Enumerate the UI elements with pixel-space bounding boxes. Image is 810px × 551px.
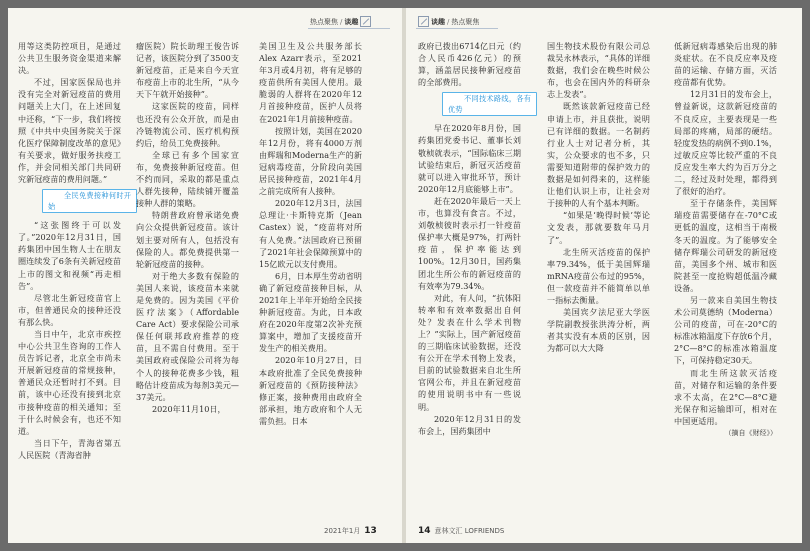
body-paragraph: 早在2020年8月份，国药集团党委书记、董事长刘敬桢就表示，“国际临床三期试验结束后，新冠灭活疫苗就可以进入审批环节，预计2020年12月底能够上市”。 <box>418 123 521 194</box>
right-footer <box>418 526 504 536</box>
body-paragraph: 2020年10月27日，日本政府批准了全民免费接种新冠疫苗的《预防接种法》修正案，接种费用由政府全部承担，地方政府和个人无需负担。日本 <box>259 355 362 426</box>
text-column-2 <box>136 40 239 528</box>
body-paragraph: 国生物技术股份有限公司总裁吴永林表示，“具体的详细数据，我们会在晚些时候公布，也会在国内外的科研杂志上发表”。 <box>547 41 650 100</box>
body-paragraph: 这家医院的疫苗，同样也还没有公众开放，而是由冷链物流公司、医疗机构预约后，给员工免费接种。 <box>136 101 239 148</box>
body-paragraph: 当日下午，青海省第五人民医院（青海省肿 <box>18 437 121 460</box>
header-rule <box>308 28 390 29</box>
body-paragraph: 另一款来自美国生物技术公司莫德纳（Moderna）公司的疫苗，可在-20°C的标准冰箱温度下存放6个月，2°C—8°C的标准冰箱温度下，可保持稳定30天。 <box>674 294 777 366</box>
body-paragraph: 而北生所这款灭活疫苗，对储存和运输的条件要求不太高，在2°C—8°C避光保存和运输即可，相对在中国更适用。 <box>674 367 777 426</box>
body-paragraph: 北生所灭活疫苗的保护率79.34%，低于美国辉瑞mRNA疫苗公布过的95%，但一款疫苗并不能简单以单一指标去衡量。 <box>547 246 650 305</box>
body-paragraph: 不过，国家医保局也并没有完全对新冠疫苗的费用问题关上大门，在上述回复中还称，“下一步，我们将按照《中共中央国务院关于深化医疗保障制度改革的意见》有关要求，做好服务扶疫工作，并会同相关部门共同研究新冠疫苗的费用问题。” <box>18 77 121 185</box>
left-page <box>8 8 402 543</box>
right-page <box>406 8 802 543</box>
source-byline: （摘自《财经》） <box>724 429 777 437</box>
page-number: 13 <box>364 526 377 536</box>
body-paragraph: “如果是‘晚得时候’等论文发表，那就要数年马月了”。 <box>547 210 650 245</box>
body-paragraph: 瘤医院）院长助理王俊告诉记者，该医院分到了3500支新冠疫苗，正是来自今天宣布疫苗上市的北生所，“从今天下午就开始接种”。 <box>136 41 239 100</box>
body-paragraph: 2020年12月3日，法国总理让·卡斯特克斯（Jean Castex）说，“疫苗将对所有人免费。”法国政府已预留了2021年社会保障预算中的15亿欧元以支付费用。 <box>259 198 362 269</box>
header-section: 热点聚焦 <box>310 17 338 26</box>
body-paragraph: 6月，日本厚生劳动省明确了新冠疫苗接种目标，从2021年上半年开始给全民接种新冠疫苗。为此，日本政府在2020年度第2次补充预算案中，增加了支援疫苗开发生产的相关费用。 <box>259 270 362 354</box>
body-paragraph: 按照计划，美国在2020年12月份，将有4000万剂由辉瑞和Moderna生产的新冠病毒疫苗，分阶段向美国居民接种疫苗，2021年4月之前完成所有人接种。 <box>259 125 362 197</box>
body-paragraph: 对此，有人问，“抗体阳转率和有效率数据出自何处？发表在什么学术刊物上？”实际上，国产新冠疫苗的三期临床试验数据，还没有公开在学术刊物上发表，目前的试验数据来自北生所官网公布，并且在新冠疫苗的使用说明书中有一些说明。 <box>418 292 521 412</box>
body-paragraph: 2020年11月10日， <box>152 403 226 414</box>
body-paragraph: 美国卫生及公共服务部长Alex Azarr表示，至2021年3月或4月初，将有足够的疫苗供所有美国人使用。最脆弱的人群将在2020年12月首接种疫苗，医护人员将在2021年1月前接种疫苗。 <box>259 41 362 124</box>
body-paragraph: 至于存储条件，美国辉瑞疫苗需要储存在-70°C或更低的温度，这相当于南极冬天的温度。为了能够安全储存辉瑞公司研发的新冠疫苗，美国多个州、城市和医院甚至一度抢购超低温冷藏设备。 <box>674 198 777 293</box>
text-column-2 <box>547 40 650 528</box>
body-paragraph: 低新冠病毒感染后出现的肺炎症状。在不良反应率及疫苗的运输、存储方面，灭活疫苗都有优势。 <box>674 41 777 88</box>
header-rule <box>416 28 498 29</box>
section-subhead: 不同技术路线，各有优势 <box>442 92 537 116</box>
text-column-1 <box>18 40 131 528</box>
body-paragraph: 美国宾夕法尼亚大学医学院副教授张洪涛分析，两者其实没有本质的区别，因为都可以大大降 <box>547 307 650 354</box>
header-column: 谈趣 <box>431 17 445 26</box>
body-paragraph: 当日中午，北京市疾控中心公共卫生咨询的工作人员告诉记者，北京全市尚未开展新冠疫苗的常规接种，普通民众还暂时打不到。目前，该中心还没有接到北京市接种疫苗的相关通知；至于什么时候会有，也还不知道。 <box>18 328 121 436</box>
header-section: 热点聚焦 <box>451 17 480 26</box>
body-paragraph: 政府已拨出6714亿日元（约合人民币426亿元）的预算，涵盖居民接种新冠疫苗的全部费用。 <box>418 41 521 88</box>
left-header: 热点聚焦 / 谈趣 <box>310 16 371 27</box>
body-paragraph: 特朗普政府曾承诺免费向公众提供新冠疫苗。该计划主要对所有人，包括没有保险的人。都免费提供第一轮新冠疫苗的接种。 <box>136 210 239 269</box>
page-number: 14 <box>418 526 431 536</box>
text-column-3 <box>259 40 362 528</box>
section-subhead: 全民免费接种何时开始 <box>42 189 137 213</box>
body-paragraph: 2020年12月31日的发布会上，国药集团中 <box>418 413 521 436</box>
pen-icon <box>360 16 371 27</box>
header-column: 谈趣 <box>344 17 359 26</box>
body-paragraph: 既然该款新冠疫苗已经申请上市，并且获批，说明已有详细的数据。一名制药行业人士对记者分析，其实，公众要求的也不多，只需要知道附带的保护效力的数据是如何得来的，这样能让他们认识上市，让社会对于接种的人有个基本判断。 <box>547 101 650 209</box>
body-paragraph: “这张图终于可以发了。”2020年12月31日，国药集团中国生物人士在朋友圈连续发了6条有关新冠疫苗上市的图文和视频“再走相告”。 <box>18 220 121 291</box>
magazine-name: 意林文汇 LOFRIENDS <box>434 527 505 535</box>
text-column-3 <box>674 40 777 528</box>
body-paragraph: 12月31日的发布会上，曾益新说，这款新冠疫苗的不良反应，主要表现是一些局部的疼痛，局部的硬结。轻度发热的病例不到0.1%，过敏反应等比较严重的不良反应发生率大约为百万分之二，经过及时处理，都得到了很好的治疗。 <box>674 89 777 197</box>
pen-icon <box>418 16 429 27</box>
subhead-paragraph <box>18 185 131 219</box>
text-column-1 <box>418 40 531 528</box>
body-paragraph: 用等这类防控项目，是通过公共卫生服务资金渠道来解决。 <box>18 41 121 76</box>
footer-date: 2021年1月 <box>324 527 361 535</box>
right-header: 谈趣 / 热点聚焦 <box>418 16 479 27</box>
body-paragraph: 赶在2020年最后一天上市，也算没有食言。不过，刘敬桢彼时表示打一针疫苗保护率大概是97%，打两针疫苗，保护率能达到100%。12月30日，国药集团北生所公布的新冠疫苗的有效率为79.34%。 <box>418 195 521 291</box>
body-paragraph: 尽管北生新冠疫苗官上市，但普通民众的接种还没有那么快。 <box>18 292 121 327</box>
subhead-paragraph <box>418 88 531 122</box>
body-paragraph: 全球已有多个国家宣布，免费接种新冠疫苗。但不约而同，采取的都是重点人群先接种，陆续铺开覆盖接种人群的策略。 <box>136 149 239 209</box>
body-paragraph: 对于绝大多数有保险的美国人来说，该疫苗本来就是免费的。因为美国《平价医疗法案》（Affordable Care Act）要求保险公司承保任何联邦政府推荐的疫苗，且不需自付费用。至于美国政府或保险公司将为每个人的接种花费多少钱，粗略估计疫苗成为每剂3美元—37美元。 <box>136 270 239 402</box>
left-footer <box>324 526 377 536</box>
